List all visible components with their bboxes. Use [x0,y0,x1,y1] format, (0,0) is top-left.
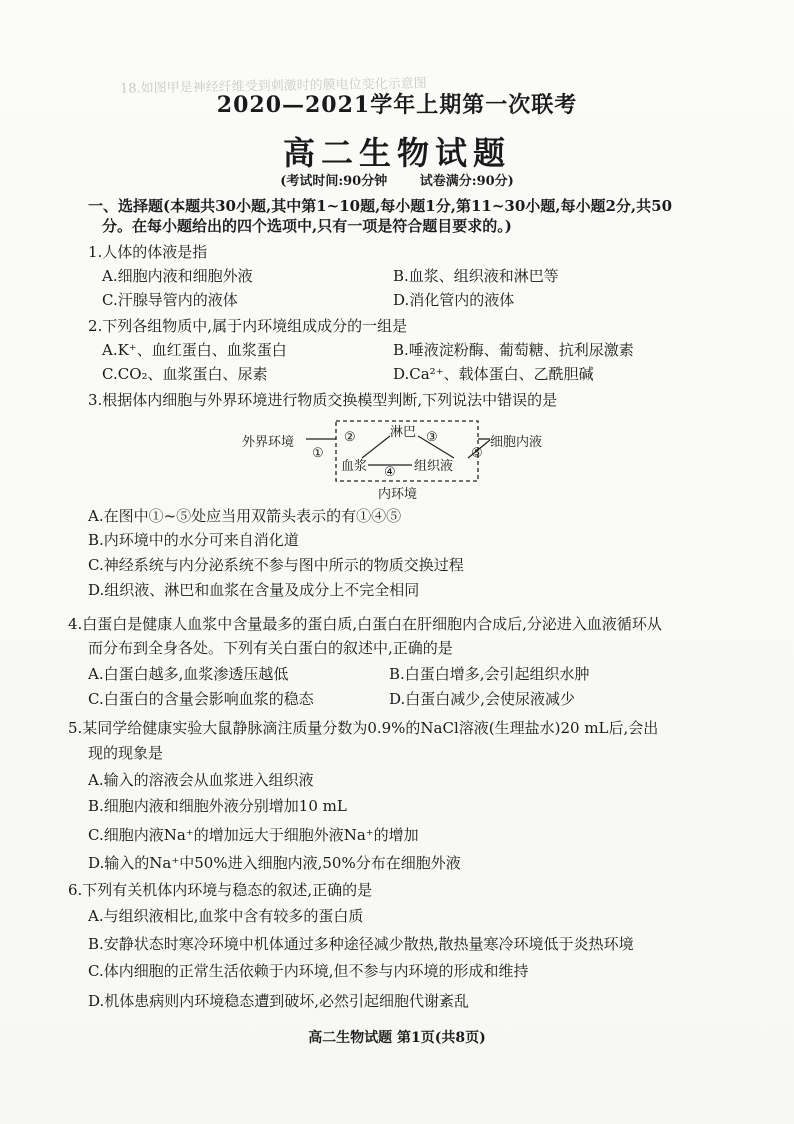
q5-option-d: D.输入的Na⁺中50%进入细胞内液,50%分布在细胞外液 [88,854,461,872]
q1-option-c: C.汗腺导管内的液体 [102,291,238,309]
q6-option-a: A.与组织液相比,血浆中含有较多的蛋白质 [88,907,364,925]
q5-option-c: C.细胞内液Na⁺的增加远大于细胞外液Na⁺的增加 [88,826,419,844]
section-intro-line1: 一、选择题(本题共30小题,其中第1~10题,每小题1分,第11~30小题,每小题2分,共50 [88,197,673,215]
q4-option-c: C.白蛋白的含量会影响血浆的稳态 [88,690,314,708]
q6-option-d: D.机体患病则内环境稳态遭到破坏,必然引起细胞代谢紊乱 [88,992,470,1010]
bleed-through-text: 18.如图甲是神经纤维受到刺激时的膜电位变化示意图 [119,76,427,97]
label-marker-2: ② [344,430,356,445]
q5-option-b: B.细胞内液和细胞外液分别增加10 mL [88,797,347,815]
q3-option-b: B.内环境中的水分可来自消化道 [88,531,299,549]
q3-option-a: A.在图中①~⑤处应当用双箭头表示的有①④⑤ [88,507,402,525]
label-marker-4: ④ [384,465,396,480]
question-1-stem: 1.人体的体液是指 [88,243,208,261]
exam-series-title: 2020—2021学年上期第一次联考 [216,92,578,118]
internal-environment-diagram [240,418,600,500]
question-2-stem: 2.下列各组物质中,属于内环境组成成分的一组是 [88,317,408,335]
q2-option-d: D.Ca²⁺、载体蛋白、乙酰胆碱 [393,365,594,383]
label-external-environment: 外界环境 [242,435,295,450]
q2-option-c: C.CO₂、血浆蛋白、尿素 [102,365,268,383]
label-plasma: 血浆 [341,459,368,474]
q4-option-d: D.白蛋白减少,会使尿液减少 [389,690,576,708]
q1-option-d: D.消化管内的液体 [393,291,515,309]
q4-option-b: B.白蛋白增多,会引起组织水肿 [389,665,590,683]
q4-option-a: A.白蛋白越多,血浆渗透压越低 [88,665,289,683]
q6-option-c: C.体内细胞的正常生活依赖于内环境,但不参与内环境的形成和维持 [88,962,529,980]
label-marker-1: ① [312,446,324,461]
question-3-stem: 3.根据体内细胞与外界环境进行物质交换模型判断,下列说法中错误的是 [88,391,558,409]
q3-option-d: D.组织液、淋巴和血浆在含量及成分上不完全相同 [88,581,420,599]
question-4-stem-line2: 而分布到全身各处。下列有关白蛋白的叙述中,正确的是 [88,639,453,657]
q1-option-a: A.细胞内液和细胞外液 [102,267,253,285]
exam-info [0,170,794,189]
page-footer: 高二生物试题 第1页(共8页) [308,1030,486,1046]
q3-option-c: C.神经系统与内分泌系统不参与图中所示的物质交换过程 [88,556,464,574]
exam-time: (考试时间:90分钟 [280,174,388,189]
q1-option-b: B.血浆、组织液和淋巴等 [393,267,559,285]
section-intro-line2: 分。在每小题给出的四个选项中,只有一项是符合题目要求的。) [102,217,512,235]
q2-option-a: A.K⁺、血红蛋白、血浆蛋白 [102,341,287,359]
label-tissue-fluid: 组织液 [414,459,454,474]
q5-option-a: A.输入的溶液会从血浆进入组织液 [88,771,314,789]
label-marker-3: ③ [426,430,438,445]
question-5-stem-line1: 5.某同学给健康实验大鼠静脉滴注质量分数为0.9%的NaCl溶液(生理盐水)20 mL后,会出 [68,719,659,737]
question-5-stem-line2: 现的现象是 [88,744,164,762]
question-6-stem: 6.下列有关机体内环境与稳态的叙述,正确的是 [68,881,373,899]
label-internal-environment: 内环境 [378,487,418,502]
q2-option-b: B.唾液淀粉酶、葡萄糖、抗利尿激素 [393,341,634,359]
q6-option-b: B.安静状态时寒冷环境中机体通过多种途径减少散热,散热量寒冷环境低于炎热环境 [88,935,634,953]
label-cell-fluid: 细胞内液 [490,435,543,450]
label-marker-5: ⑤ [471,446,483,461]
exam-score: 试卷满分:90分) [419,174,514,189]
label-lymph: 淋巴 [390,425,417,440]
question-4-stem-line1: 4.白蛋白是健康人血浆中含量最多的蛋白质,白蛋白在肝细胞内合成后,分泌进入血液循环从 [68,615,662,633]
exam-subject-title: 高二生物试题 [282,134,511,172]
